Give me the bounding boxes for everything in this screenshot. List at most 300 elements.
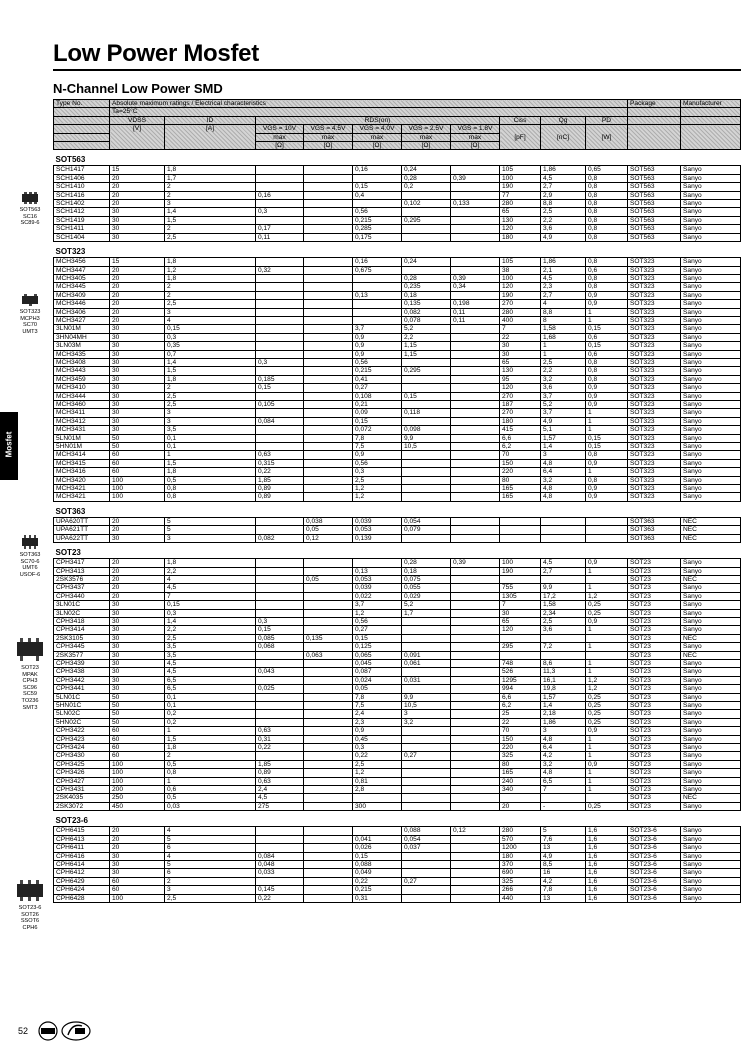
table-cell <box>304 609 353 617</box>
table-cell <box>256 651 304 659</box>
table-cell: 325 <box>500 752 541 760</box>
table-cell: SOT323 <box>628 434 681 442</box>
table-row <box>54 869 741 877</box>
table-cell: 1 <box>586 426 628 434</box>
table-row <box>54 208 741 216</box>
table-cell: 1,2 <box>586 676 628 684</box>
table-cell: 20 <box>110 517 165 525</box>
table-cell <box>402 233 451 241</box>
table-cell: 0,5 <box>165 476 256 484</box>
table-cell: 5,2 <box>402 601 451 609</box>
table-cell: 5LN01M <box>54 434 110 442</box>
table-cell: 2SK3072 <box>54 802 110 810</box>
table-cell: 5,2 <box>402 325 451 333</box>
table-cell: CPH6428 <box>54 894 110 902</box>
table-cell: Sanyo <box>681 852 741 860</box>
table-cell <box>304 601 353 609</box>
table-cell: 20 <box>110 584 165 592</box>
table-cell <box>402 266 451 274</box>
table-cell: Sanyo <box>681 744 741 752</box>
table-cell: 0,038 <box>304 517 353 525</box>
table-cell: 0,16 <box>256 191 304 199</box>
table-cell <box>451 760 500 768</box>
table-cell: 60 <box>110 735 165 743</box>
table-cell: 0,088 <box>402 827 451 835</box>
table-cell <box>304 208 353 216</box>
table-cell: 1 <box>586 659 628 667</box>
table-cell <box>256 174 304 182</box>
table-cell <box>402 634 451 642</box>
table-cell <box>451 634 500 642</box>
table-cell: SCH1417 <box>54 166 110 174</box>
table-cell: 50 <box>110 710 165 718</box>
table-cell <box>304 702 353 710</box>
table-cell: SOT23 <box>628 760 681 768</box>
table-cell: SOT23 <box>628 617 681 625</box>
table-cell <box>451 852 500 860</box>
table-cell <box>304 769 353 777</box>
table-cell: 0,087 <box>353 668 402 676</box>
table-cell: 0,6 <box>165 786 256 794</box>
table-cell: 3,2 <box>541 760 586 768</box>
table-body <box>54 150 741 903</box>
table-cell: 0,9 <box>586 760 628 768</box>
table-cell: SOT23 <box>628 702 681 710</box>
table-cell: SOT323 <box>628 417 681 425</box>
footer-logos <box>38 1020 98 1042</box>
table-cell <box>451 886 500 894</box>
table-cell: 1,6 <box>586 869 628 877</box>
table-cell: CPH3427 <box>54 777 110 785</box>
table-cell: MCH3409 <box>54 291 110 299</box>
table-cell: 5 <box>165 517 256 525</box>
table-cell: 0,9 <box>353 342 402 350</box>
table-cell: 0,054 <box>402 835 451 843</box>
table-cell: 1,4 <box>165 208 256 216</box>
table-cell: 1 <box>586 777 628 785</box>
table-cell: Sanyo <box>681 493 741 501</box>
table-cell: 0,9 <box>586 291 628 299</box>
table-cell: 0,084 <box>256 417 304 425</box>
table-cell <box>256 283 304 291</box>
table-cell: 20 <box>110 316 165 324</box>
table-row <box>54 676 741 684</box>
table-cell <box>304 676 353 684</box>
package-label: SOT23-6 SOT26 SSOT6 CPH6 <box>18 905 42 931</box>
table-cell: Sanyo <box>681 443 741 451</box>
table-cell: 2 <box>165 183 256 191</box>
table-cell: 0,8 <box>586 258 628 266</box>
table-cell <box>304 592 353 600</box>
table-cell: 95 <box>500 375 541 383</box>
table-cell: SOT323 <box>628 325 681 333</box>
table-cell <box>256 342 304 350</box>
table-cell: 2,2 <box>541 216 586 224</box>
table-cell <box>402 417 451 425</box>
table-cell: Sanyo <box>681 643 741 651</box>
header-qg-unit: [nC] <box>541 125 586 150</box>
table-cell: SOT323 <box>628 258 681 266</box>
side-tab-label: Mosfet <box>4 431 14 458</box>
table-cell: CPH6424 <box>54 886 110 894</box>
header-pd: PD <box>586 116 628 124</box>
table-cell: 3,7 <box>541 409 586 417</box>
table-cell <box>256 333 304 341</box>
table-cell: 1,8 <box>165 468 256 476</box>
table-cell: SOT323 <box>628 459 681 467</box>
table-cell: 1,2 <box>353 769 402 777</box>
header-max: max <box>451 133 500 141</box>
table-cell: 165 <box>500 769 541 777</box>
table-cell <box>586 651 628 659</box>
table-cell: SOT323 <box>628 468 681 476</box>
table-row <box>54 300 741 308</box>
table-cell: Sanyo <box>681 266 741 274</box>
table-cell <box>353 274 402 282</box>
table-cell <box>402 802 451 810</box>
table-header <box>54 100 741 150</box>
table-row <box>54 886 741 894</box>
table-cell: 0,22 <box>256 744 304 752</box>
table-cell: 0,045 <box>353 659 402 667</box>
table-cell <box>451 718 500 726</box>
table-cell: 100 <box>500 174 541 182</box>
table-cell: 2,5 <box>165 634 256 642</box>
table-cell: 3 <box>165 409 256 417</box>
table-cell: 20 <box>110 300 165 308</box>
table-cell: 4,8 <box>541 459 586 467</box>
table-cell <box>451 417 500 425</box>
table-cell <box>402 401 451 409</box>
table-cell <box>541 526 586 534</box>
table-cell: 5 <box>165 860 256 868</box>
table-cell <box>304 291 353 299</box>
table-cell: MCH3431 <box>54 426 110 434</box>
table-cell: Sanyo <box>681 869 741 877</box>
table-row <box>54 643 741 651</box>
table-cell: 0,28 <box>402 559 451 567</box>
table-cell <box>500 794 541 802</box>
table-cell <box>304 744 353 752</box>
table-cell: 0,053 <box>353 526 402 534</box>
table-cell: 4,8 <box>541 493 586 501</box>
table-cell: SOT23 <box>628 676 681 684</box>
table-cell <box>402 685 451 693</box>
table-cell: 280 <box>500 200 541 208</box>
table-row <box>54 258 741 266</box>
table-cell: 3LN03M <box>54 342 110 350</box>
header-abs-max: Absolute maximum ratings / Electrical characteristics <box>110 100 628 108</box>
table-row <box>54 835 741 843</box>
table-cell: 3 <box>541 451 586 459</box>
table-cell: 7,8 <box>541 886 586 894</box>
table-cell <box>451 786 500 794</box>
table-cell <box>353 300 402 308</box>
table-cell: 0,2 <box>165 710 256 718</box>
table-cell: Sanyo <box>681 283 741 291</box>
table-cell: 0,9 <box>586 493 628 501</box>
table-cell <box>304 617 353 625</box>
table-cell <box>451 468 500 476</box>
table-cell: Sanyo <box>681 216 741 224</box>
table-cell <box>402 468 451 476</box>
table-row <box>54 877 741 885</box>
table-cell <box>451 727 500 735</box>
table-cell: 190 <box>500 291 541 299</box>
table-cell <box>304 886 353 894</box>
table-cell: SOT323 <box>628 409 681 417</box>
table-cell: 22 <box>500 718 541 726</box>
table-cell: 0,13 <box>353 567 402 575</box>
table-cell <box>402 225 451 233</box>
table-cell: 25 <box>500 710 541 718</box>
table-cell: CPH3423 <box>54 735 110 743</box>
table-cell: SOT23 <box>628 710 681 718</box>
table-cell: 0,63 <box>256 777 304 785</box>
table-cell: MCH3411 <box>54 409 110 417</box>
table-cell: 30 <box>110 869 165 877</box>
table-cell: SOT23-6 <box>628 860 681 868</box>
table-cell: Sanyo <box>681 710 741 718</box>
table-cell: 0,285 <box>353 225 402 233</box>
table-cell: 0,25 <box>586 718 628 726</box>
table-cell: 9,9 <box>402 434 451 442</box>
table-cell: 3 <box>402 710 451 718</box>
table-row <box>54 710 741 718</box>
header-ohm: [Ω] <box>402 142 451 150</box>
table-cell <box>304 409 353 417</box>
table-cell <box>451 651 500 659</box>
table-cell: 15 <box>110 166 165 174</box>
table-cell: 0,2 <box>402 183 451 191</box>
table-cell: 0,8 <box>586 191 628 199</box>
table-cell: 0,15 <box>353 852 402 860</box>
table-cell <box>500 634 541 642</box>
table-cell <box>304 401 353 409</box>
package-label: SOT563 SC16 SC89-6 <box>19 207 41 227</box>
table-cell: 1 <box>586 735 628 743</box>
table-cell <box>402 668 451 676</box>
section-subtitle: N-Channel Low Power SMD <box>53 81 223 96</box>
table-cell: 3 <box>541 727 586 735</box>
table-cell <box>451 333 500 341</box>
table-cell <box>402 852 451 860</box>
table-cell: CPH6413 <box>54 835 110 843</box>
table-cell: MCH3414 <box>54 451 110 459</box>
package-sot23 <box>8 638 52 711</box>
table-cell: 0,45 <box>353 735 402 743</box>
table-cell: 100 <box>500 559 541 567</box>
sot363-package-icon <box>19 535 41 549</box>
table-cell: 0,63 <box>256 727 304 735</box>
table-cell: 450 <box>110 802 165 810</box>
table-cell: Sanyo <box>681 668 741 676</box>
table-cell <box>451 183 500 191</box>
table-cell: 30 <box>110 852 165 860</box>
table-cell: 5,1 <box>541 426 586 434</box>
table-cell: 13 <box>541 844 586 852</box>
table-cell: 280 <box>500 827 541 835</box>
table-row <box>54 493 741 501</box>
table-cell: 1,7 <box>402 609 451 617</box>
table-cell: SOT23-6 <box>628 894 681 902</box>
table-cell: SOT23 <box>628 567 681 575</box>
table-cell: 7,5 <box>353 702 402 710</box>
table-cell <box>451 659 500 667</box>
table-cell: Sanyo <box>681 685 741 693</box>
table-cell <box>256 659 304 667</box>
table-cell: 65 <box>500 208 541 216</box>
table-cell: 38 <box>500 266 541 274</box>
table-cell: 4,5 <box>541 274 586 282</box>
table-row <box>54 693 741 701</box>
table-cell: 0,9 <box>353 727 402 735</box>
table-cell: 5HN01C <box>54 702 110 710</box>
table-cell <box>402 485 451 493</box>
table-cell: MCH3421 <box>54 485 110 493</box>
table-cell: 0,22 <box>353 752 402 760</box>
table-cell: 0,085 <box>256 634 304 642</box>
table-row <box>54 174 741 182</box>
table-cell: 0,9 <box>586 401 628 409</box>
table-cell: SOT23 <box>628 744 681 752</box>
table-cell <box>304 727 353 735</box>
table-cell: 3LN01C <box>54 601 110 609</box>
table-cell: 0,079 <box>402 526 451 534</box>
table-row <box>54 233 741 241</box>
table-cell <box>304 860 353 868</box>
table-cell <box>304 216 353 224</box>
table-cell: 150 <box>500 459 541 467</box>
table-cell <box>541 534 586 542</box>
table-cell: 1 <box>586 567 628 575</box>
table-cell: 6,6 <box>500 434 541 442</box>
table-cell: 30 <box>110 643 165 651</box>
table-cell <box>304 200 353 208</box>
table-cell: 1,86 <box>541 166 586 174</box>
table-cell: 5 <box>165 526 256 534</box>
header-ta: Ta=25°C <box>110 108 628 116</box>
table-cell: 1,58 <box>541 601 586 609</box>
table-cell: MCH3415 <box>54 459 110 467</box>
table-cell: Sanyo <box>681 392 741 400</box>
table-cell <box>304 626 353 634</box>
table-cell: 0,9 <box>353 451 402 459</box>
table-cell: Sanyo <box>681 786 741 794</box>
table-cell: 1 <box>586 468 628 476</box>
table-cell <box>402 626 451 634</box>
table-cell: 2,5 <box>541 617 586 625</box>
table-row <box>54 860 741 868</box>
table-cell: 0,56 <box>353 617 402 625</box>
sot23-package-icon <box>15 638 45 662</box>
table-cell: 2,5 <box>165 894 256 902</box>
table-cell <box>451 384 500 392</box>
package-sot563 <box>8 192 52 227</box>
table-cell <box>451 794 500 802</box>
table-cell: 7 <box>500 601 541 609</box>
table-cell <box>304 894 353 902</box>
table-cell: 1 <box>586 752 628 760</box>
table-cell <box>541 575 586 583</box>
table-cell <box>256 258 304 266</box>
table-cell: 0,27 <box>353 626 402 634</box>
table-cell: 30 <box>110 392 165 400</box>
table-cell: 0,39 <box>451 559 500 567</box>
table-row <box>54 358 741 366</box>
header-ciss-unit: [pF] <box>500 125 541 150</box>
header-ohm: [Ω] <box>304 142 353 150</box>
table-cell: 200 <box>110 786 165 794</box>
table-cell <box>500 651 541 659</box>
table-cell: 30 <box>110 358 165 366</box>
table-cell: 0,9 <box>586 384 628 392</box>
table-cell: 2,3 <box>541 283 586 291</box>
table-cell <box>451 526 500 534</box>
table-cell: 220 <box>500 468 541 476</box>
table-cell: 0,054 <box>402 517 451 525</box>
table-cell: 370 <box>500 860 541 868</box>
table-cell <box>304 584 353 592</box>
table-cell: 22 <box>500 333 541 341</box>
table-cell: 0,89 <box>256 769 304 777</box>
table-cell: SOT23-6 <box>628 827 681 835</box>
table-cell: SOT563 <box>628 166 681 174</box>
table-cell: CPH3440 <box>54 592 110 600</box>
sot23-6-package-icon <box>15 880 45 902</box>
table-cell <box>256 835 304 843</box>
table-cell: 2,5 <box>353 476 402 484</box>
sot323-package-icon <box>19 294 41 306</box>
table-cell: 0,05 <box>304 575 353 583</box>
table-cell: 0,9 <box>586 617 628 625</box>
table-row <box>54 777 741 785</box>
table-cell: 0,27 <box>402 877 451 885</box>
table-cell: 120 <box>500 283 541 291</box>
table-row <box>54 350 741 358</box>
table-cell: Sanyo <box>681 626 741 634</box>
table-cell <box>541 634 586 642</box>
table-cell: 1,2 <box>353 485 402 493</box>
table-cell: 0,3 <box>165 609 256 617</box>
header-ohm: [Ω] <box>353 142 402 150</box>
table-cell: Sanyo <box>681 609 741 617</box>
table-cell: Sanyo <box>681 844 741 852</box>
table-cell: Sanyo <box>681 342 741 350</box>
table-cell: CPH3442 <box>54 676 110 684</box>
table-cell: NEC <box>681 575 741 583</box>
table-cell: 4 <box>165 852 256 860</box>
table-cell: 0,8 <box>586 216 628 224</box>
table-cell: 6,5 <box>165 676 256 684</box>
header-vdss-unit: [V] <box>110 125 165 150</box>
table-cell <box>402 358 451 366</box>
table-cell: 30 <box>110 208 165 216</box>
table-cell: 7 <box>541 786 586 794</box>
table-cell: 20 <box>110 283 165 291</box>
table-cell <box>402 476 451 484</box>
section-header-row <box>54 242 741 258</box>
table-cell: Sanyo <box>681 459 741 467</box>
table-cell <box>304 183 353 191</box>
table-cell: 0,025 <box>256 685 304 693</box>
table-cell: 0,25 <box>586 601 628 609</box>
table-cell: 2,2 <box>402 333 451 341</box>
table-cell: 120 <box>500 384 541 392</box>
table-cell <box>304 342 353 350</box>
table-cell: 1,85 <box>256 476 304 484</box>
table-cell: 2,5 <box>541 208 586 216</box>
